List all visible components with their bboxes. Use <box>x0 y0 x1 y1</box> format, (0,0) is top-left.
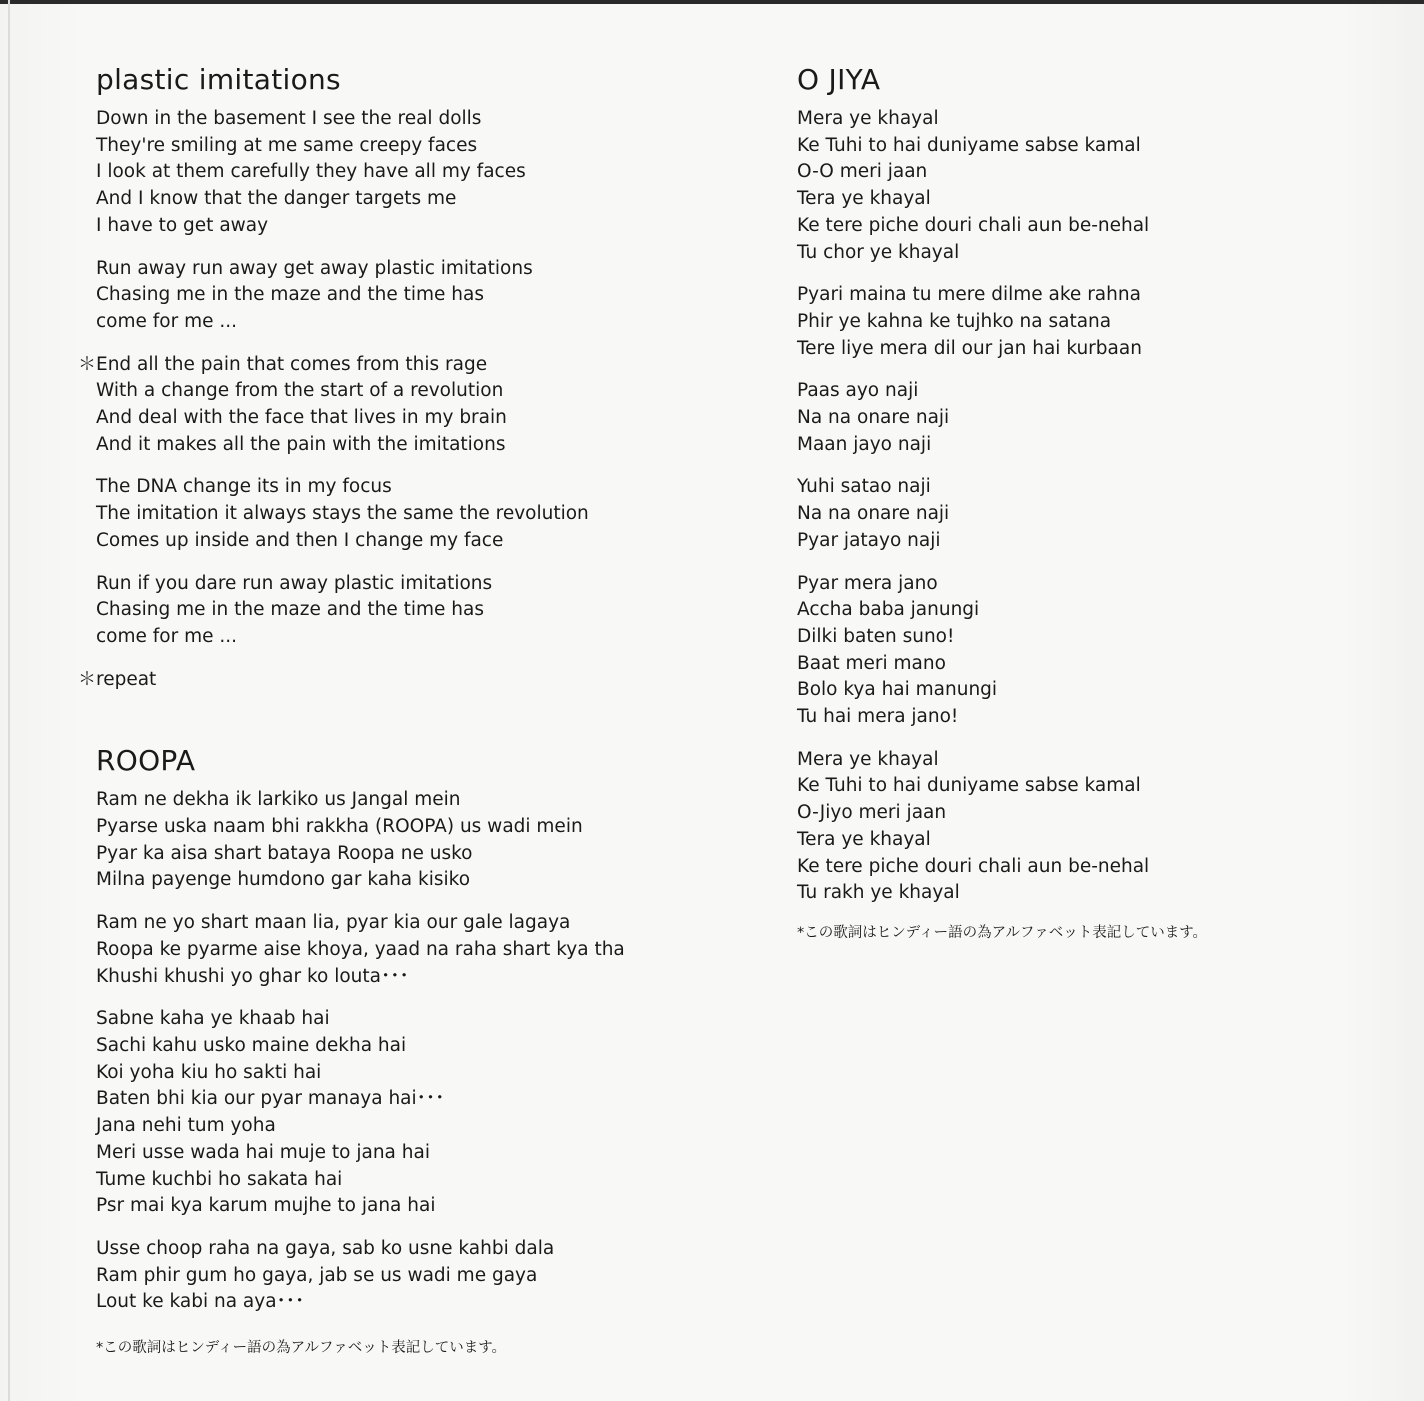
stanza-gap <box>96 336 656 352</box>
lyric-line: Koi yoha kiu ho sakti hai <box>96 1061 322 1083</box>
stanza <box>797 106 1357 266</box>
lyric-line: Roopa ke pyarme aise khoya, yaad na raha shart kya tha <box>96 938 625 960</box>
right-column <box>797 62 1357 943</box>
stanza <box>797 378 1357 458</box>
lyric-line: Accha baba janungi <box>797 599 980 621</box>
lyric-line: Khushi khushi yo ghar ko louta･･･ <box>96 965 409 987</box>
lyric-line <box>78 352 656 379</box>
page-fold-edge <box>8 0 10 1401</box>
song-title-o-jiya: O JIYA <box>797 63 881 96</box>
lyric-line: Tere liye mera dil our jan hai kurbaan <box>797 337 1142 359</box>
stanza <box>797 571 1357 731</box>
stanza <box>96 1006 656 1220</box>
stanza-gap <box>797 458 1357 474</box>
lyric-line: O-O meri jaan <box>797 161 928 183</box>
hindi-note: *この歌詞はヒンディー語の為アルファベット表記しています。 <box>797 924 1208 941</box>
lyric-line: Tu chor ye khayal <box>797 241 960 263</box>
lyric-line: Tume kuchbi ho sakata hai <box>96 1168 343 1190</box>
stanza-gap <box>797 362 1357 378</box>
song-lyrics-o-jiya <box>797 106 1357 907</box>
stanza <box>78 667 656 694</box>
lyric-line: Chasing me in the maze and the time has <box>96 284 485 306</box>
asterisk-marker: ＊ <box>78 353 96 375</box>
lyric-line: Sachi kahu usko maine dekha hai <box>96 1034 407 1056</box>
lyric-line <box>78 667 656 694</box>
lyric-line: I have to get away <box>96 214 269 236</box>
lyric-line: Chasing me in the maze and the time has <box>96 599 485 621</box>
lyric-line: Mera ye khayal <box>797 108 939 129</box>
lyric-line: Ke tere piche douri chali aun be-nehal <box>797 214 1150 236</box>
lyric-line: Na na onare naji <box>797 503 950 525</box>
lyric-line: Pyar mera jano <box>797 572 938 594</box>
stanza <box>96 1236 656 1316</box>
lyric-line: Pyar jatayo naji <box>797 529 941 551</box>
stanza-gap <box>96 240 656 256</box>
stanza-gap <box>96 651 656 667</box>
lyric-line: Meri usse wada hai muje to jana hai <box>96 1141 430 1163</box>
lyric-line: Ke Tuhi to hai duniyame sabse kamal <box>797 775 1141 797</box>
lyric-line: Comes up inside and then I change my face <box>96 529 504 551</box>
stanza <box>96 106 656 240</box>
lyric-line: Baten bhi kia our pyar manaya hai･･･ <box>96 1088 445 1110</box>
song-title-roopa: ROOPA <box>96 744 196 778</box>
stanza-gap <box>96 990 656 1006</box>
lyric-line: Paas ayo naji <box>797 380 919 402</box>
lyric-line: Psr mai kya karum mujhe to jana hai <box>96 1195 436 1217</box>
lyric-line: With a change from the start of a revolution <box>96 380 504 402</box>
lyric-line: Ram phir gum ho gaya, jab se us wadi me gaya <box>96 1264 538 1286</box>
lyric-line: Bolo kya hai manungi <box>797 679 998 701</box>
song-lyrics-roopa <box>96 787 656 1316</box>
stanza <box>797 474 1357 554</box>
stanza <box>96 910 656 990</box>
lyric-line: Lout ke kabi na aya･･･ <box>96 1291 305 1313</box>
lyric-line: Phir ye kahna ke tujhko na satana <box>797 310 1112 332</box>
lyric-line: I look at them carefully they have all my faces <box>96 161 526 183</box>
lyric-line: The DNA change its in my focus <box>96 476 392 498</box>
lyric-line: come for me ... <box>96 310 238 332</box>
stanza <box>96 474 656 554</box>
lyric-line: Baat meri mano <box>797 652 946 674</box>
stanza-gap <box>797 266 1357 282</box>
stanza-gap <box>96 458 656 474</box>
lyric-line: Ke tere piche douri chali aun be-nehal <box>797 855 1150 877</box>
song-lyrics-plastic-imitations <box>78 106 656 693</box>
stanza <box>797 747 1357 907</box>
top-edge-line <box>0 0 1424 4</box>
lyric-line: Ram ne yo shart maan lia, pyar kia our gale lagaya <box>96 912 571 934</box>
stanza <box>96 256 656 336</box>
lyric-line: O-Jiyo meri jaan <box>797 802 947 824</box>
lyric-line: Maan jayo naji <box>797 433 932 455</box>
lyric-line: And deal with the face that lives in my brain <box>96 407 507 429</box>
lyric-line: And I know that the danger targets me <box>96 188 457 210</box>
left-column <box>78 62 656 1358</box>
stanza-gap <box>797 555 1357 571</box>
song-title-plastic-imitations: plastic imitations <box>96 63 341 96</box>
lyric-line: Down in the basement I see the real dolls <box>96 108 482 129</box>
stanza <box>797 282 1357 362</box>
stanza-gap <box>797 731 1357 747</box>
lyric-line: Na na onare naji <box>797 407 950 429</box>
lyric-line: Ram ne dekha ik larkiko us Jangal mein <box>96 789 461 811</box>
stanza <box>96 571 656 651</box>
lyric-line: Tera ye khayal <box>797 188 931 210</box>
lyric-line: They're smiling at me same creepy faces <box>96 134 478 156</box>
lyric-line: Usse choop raha na gaya, sab ko usne kahbi dala <box>96 1237 555 1259</box>
lyric-line: Milna payenge humdono gar kaha kisiko <box>96 869 471 891</box>
stanza-gap <box>96 555 656 571</box>
lyric-line: Pyar ka aisa shart bataya Roopa ne usko <box>96 842 473 864</box>
stanza <box>78 352 656 459</box>
lyric-line: Pyari maina tu mere dilme ake rahna <box>797 284 1141 306</box>
stanza-gap <box>96 1220 656 1236</box>
lyric-text: repeat <box>96 668 157 690</box>
stanza-gap <box>96 894 656 910</box>
lyric-text: End all the pain that comes from this rage <box>96 353 488 375</box>
lyric-line: come for me ... <box>96 625 238 647</box>
lyric-line: Sabne kaha ye khaab hai <box>96 1008 330 1030</box>
lyric-line: And it makes all the pain with the imitations <box>96 433 506 455</box>
lyric-line: Tu hai mera jano! <box>797 706 959 728</box>
lyric-line: Tera ye khayal <box>797 828 931 850</box>
hindi-note: *この歌詞はヒンディー語の為アルファベット表記しています。 <box>96 1340 507 1357</box>
lyric-line: Jana nehi tum yoha <box>96 1115 276 1137</box>
lyric-line: Ke Tuhi to hai duniyame sabse kamal <box>797 134 1141 156</box>
lyric-line: Run if you dare run away plastic imitations <box>96 572 493 594</box>
lyric-line: Pyarse uska naam bhi rakkha (ROOPA) us wadi mein <box>96 816 583 838</box>
lyric-line: Tu rakh ye khayal <box>797 882 960 904</box>
lyric-line: The imitation it always stays the same the revolution <box>96 503 589 525</box>
lyric-line: Dilki baten suno! <box>797 625 955 647</box>
asterisk-marker: ＊ <box>78 668 96 690</box>
stanza <box>96 787 656 894</box>
lyric-line: Yuhi satao naji <box>797 476 931 498</box>
lyric-line: Mera ye khayal <box>797 748 939 770</box>
lyric-line: Run away run away get away plastic imitations <box>96 257 533 279</box>
